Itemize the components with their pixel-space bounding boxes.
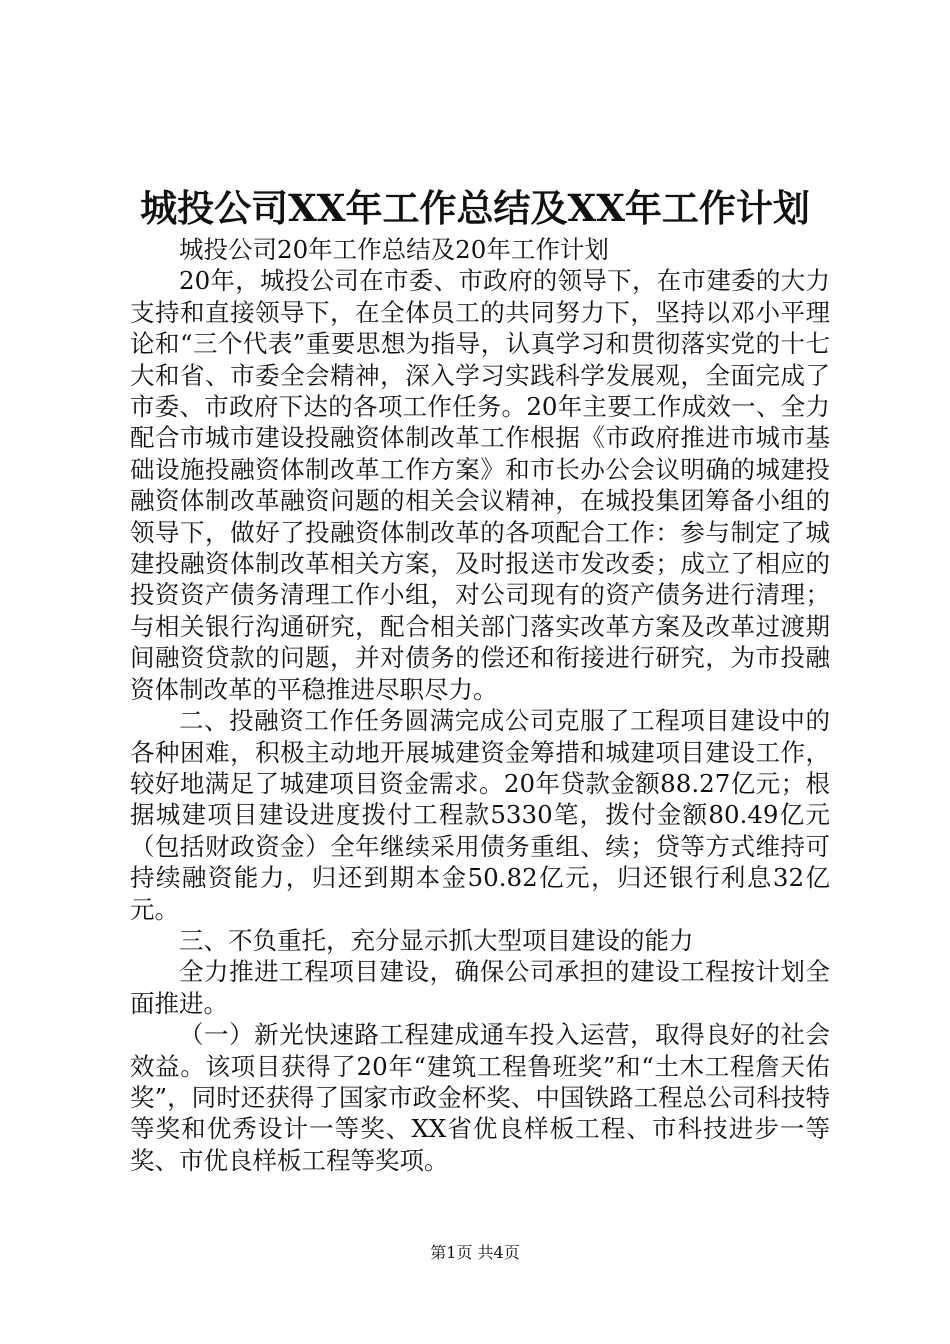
paragraph-subtitle: 城投公司20年工作总结及20年工作计划: [179, 235, 609, 264]
page-number-footer: 第1页 共4页: [430, 1243, 520, 1262]
document-body: [130, 234, 830, 1176]
paragraph-xinguang-expressway: （一）新光快速路工程建成通车投入运营，取得良好的社会效益。该项目获得了20年“建筑工程鲁班奖”和“土木工程詹天佑奖”，同时还获得了国家市政金杯奖、中国铁路工程总公司科技特等奖和优秀设计一等奖、XX省优良样板工程、市科技进步一等奖、市优良样板工程等奖项。: [130, 1020, 830, 1175]
paragraph-overview: 20年，城投公司在市委、市政府的领导下，在市建委的大力支持和直接领导下，在全体员工的共同努力下，坚持以邓小平理论和“三个代表”重要思想为指导，认真学习和贯彻落实党的十七大和省、市委全会精神，深入学习实践科学发展观，全面完成了市委、市政府下达的各项工作任务。20年主要工作成效一、全力配合市城市建设投融资体制改革工作根据《市政府推进市城市基础设施投融资体制改革工作方案》和市长办公会议明确的城建投融资体制改革融资问题的相关会议精神，在城投集团筹备小组的领导下，做好了投融资体制改革的各项配合工作：参与制定了城建投融资体制改革相关方案，及时报送市发改委；成立了相应的投资资产债务清理工作小组，对公司现有的资产债务进行清理；与相关银行沟通研究，配合相关部门落实改革方案及改革过渡期间融资贷款的问题，并对债务的偿还和衔接进行研究，为市投融资体制改革的平稳推进尽职尽力。: [130, 266, 830, 704]
document-title: 城投公司XX年工作总结及XX年工作计划: [140, 186, 810, 230]
paragraph-section-three-heading: 三、不负重托，充分显示抓大型项目建设的能力: [179, 925, 694, 955]
paragraph-financing: 二、投融资工作任务圆满完成公司克服了工程项目建设中的各种困难，积极主动地开展城建资金筹措和城建项目建设工作，较好地满足了城建项目资金需求。20年贷款金额88.27亿元；根据城建项目建设进度拨付工程款5330笔，拨付金额80.49亿元（包括财政资金）全年继续采用债务重组、续；贷等方式维持可持续融资能力，归还到期本金50.82亿元，归还银行利息32亿元。: [130, 706, 830, 924]
paragraph-project-push: 全力推进工程项目建设，确保公司承担的建设工程按计划全面推进。: [130, 957, 830, 1018]
